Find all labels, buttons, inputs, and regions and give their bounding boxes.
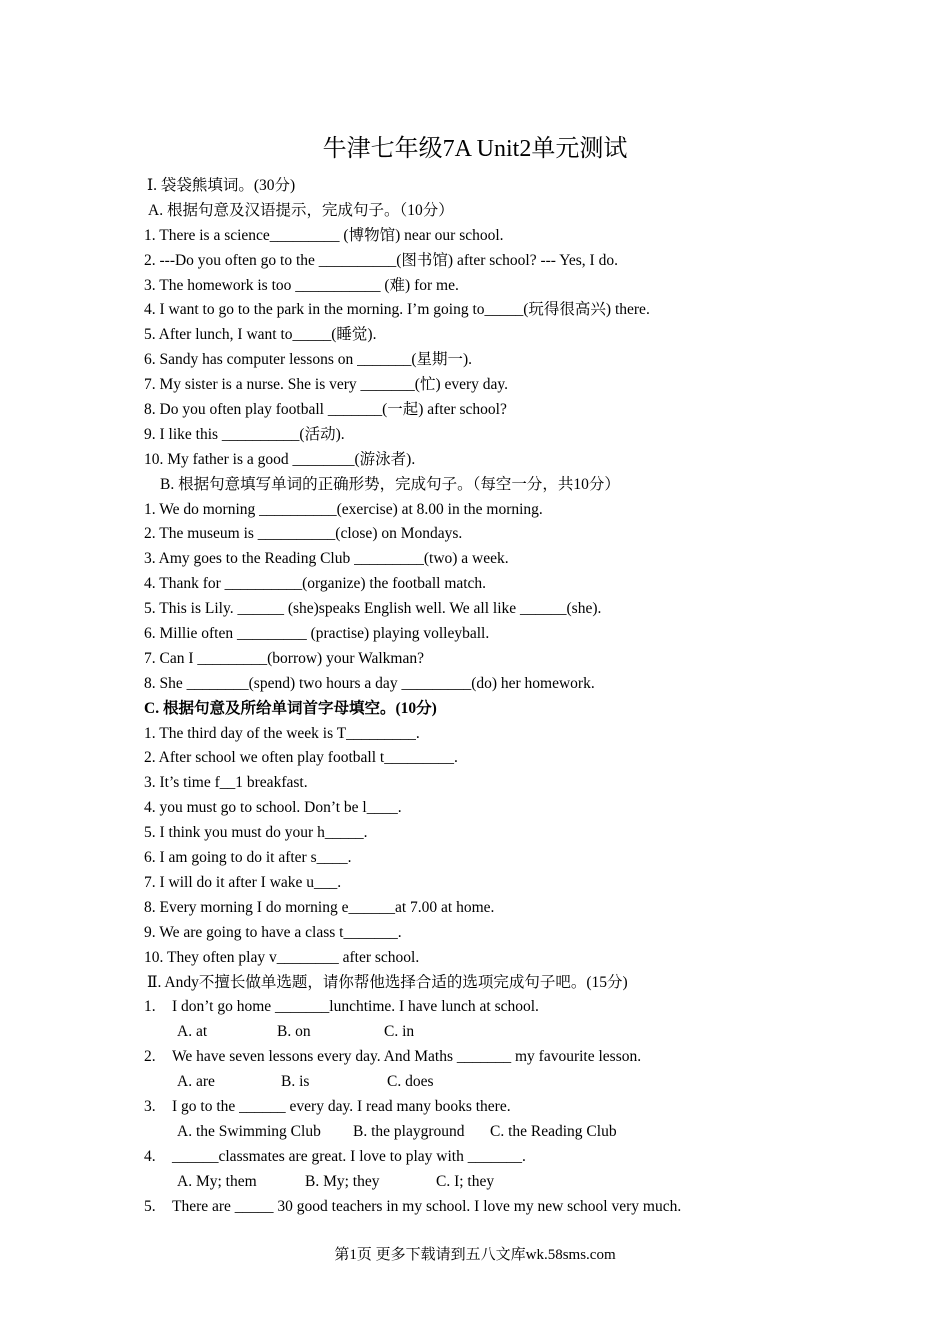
- part-b-item: 3. Amy goes to the Reading Club _________(two) a week.: [144, 550, 509, 568]
- part-a-item: 4. I want to go to the park in the morning. I’m going to_____(玩得很高兴) there.: [144, 301, 650, 319]
- section-1-heading: Ⅰ. 袋袋熊填词。(30分): [147, 177, 296, 194]
- part-c-heading: C. 根据句意及所给单词首字母填空。(10分): [144, 699, 437, 717]
- part-c-item: 8. Every morning I do morning e______at 7.00 at home.: [144, 898, 495, 916]
- part-a-item: 8. Do you often play football _______(一起) after school?: [144, 401, 507, 419]
- option-c: C. I; they: [436, 1172, 495, 1190]
- option-b: B. the playground: [353, 1122, 465, 1140]
- option-c: C. does: [387, 1073, 434, 1091]
- question-number: 2.: [144, 1048, 156, 1066]
- option-a: A. the Swimming Club: [177, 1122, 321, 1140]
- option-c: C. the Reading Club: [490, 1122, 617, 1140]
- question-text: I go to the ______ every day. I read many books there.: [172, 1097, 511, 1115]
- question-number: 5.: [144, 1197, 156, 1215]
- part-b-heading: B. 根据句意填写单词的正确形势，完成句子。（每空一分，共10分）: [160, 475, 620, 493]
- part-b-item: 8. She ________(spend) two hours a day _________(do) her homework.: [144, 674, 595, 692]
- option-b: B. is: [281, 1073, 310, 1091]
- part-a-item: 6. Sandy has computer lessons on _______(星期一).: [144, 351, 473, 369]
- options-row: [144, 1120, 844, 1145]
- document-title: 牛津七年级7A Unit2单元测试: [322, 136, 628, 162]
- question-text: I don’t go home _______lunchtime. I have lunch at school.: [172, 998, 539, 1016]
- option-b: B. on: [277, 1023, 311, 1041]
- options-row: [144, 1170, 844, 1195]
- option-a: A. are: [177, 1073, 215, 1091]
- question-text: We have seven lessons every day. And Maths _______ my favourite lesson.: [172, 1048, 642, 1066]
- part-b-list: [144, 498, 844, 697]
- part-c-item: 10. They often play v________ after school.: [144, 948, 420, 966]
- part-b-item: 7. Can I _________(borrow) your Walkman?: [144, 649, 424, 667]
- section-2-heading: Ⅱ. Andy不擅长做单选题，请你帮他选择合适的选项完成句子吧。(15分): [147, 973, 628, 991]
- part-a-item: 5. After lunch, I want to_____(睡觉).: [144, 326, 377, 344]
- part-a-item: 7. My sister is a nurse. She is very _______(忙) every day.: [144, 376, 509, 394]
- part-b-item: 2. The museum is __________(close) on Mondays.: [144, 525, 463, 543]
- options-row: [144, 1020, 844, 1045]
- part-c-item: 9. We are going to have a class t_______.: [144, 923, 402, 941]
- mcq-question: [144, 1195, 844, 1220]
- option-c: C. in: [384, 1023, 415, 1041]
- mcq-question: [144, 1095, 844, 1145]
- part-a-item: 10. My father is a good ________(游泳者).: [144, 450, 416, 468]
- part-c-list: [144, 722, 844, 971]
- part-c-item: 3. It’s time f__1 breakfast.: [144, 774, 308, 792]
- option-a: A. at: [177, 1023, 208, 1041]
- option-b: B. My; they: [305, 1172, 380, 1190]
- part-a-item: 3. The homework is too ___________ (难) for me.: [144, 276, 459, 294]
- mcq-question: [144, 1045, 844, 1095]
- question-text: There are _____ 30 good teachers in my school. I love my new school very much.: [172, 1197, 682, 1215]
- question-number: 1.: [144, 998, 156, 1016]
- document-body: [144, 174, 844, 1219]
- part-b-item: 6. Millie often _________ (practise) playing volleyball.: [144, 625, 490, 643]
- part-a-item: 1. There is a science_________ (博物馆) near our school.: [144, 226, 504, 244]
- part-c-item: 5. I think you must do your h_____.: [144, 824, 368, 842]
- part-b-item: 5. This is Lily. ______ (she)speaks English well. We all like ______(she).: [144, 600, 602, 618]
- part-a-item: 2. ---Do you often go to the __________(图书馆) after school? --- Yes, I do.: [144, 251, 618, 269]
- mcq-question: [144, 1145, 844, 1195]
- part-b-item: 4. Thank for __________(organize) the football match.: [144, 575, 487, 593]
- question-number: 3.: [144, 1097, 156, 1115]
- part-b-item: 1. We do morning __________(exercise) at 8.00 in the morning.: [144, 500, 543, 518]
- part-c-item: 4. you must go to school. Don’t be l____.: [144, 799, 402, 817]
- part-c-item: 7. I will do it after I wake u___.: [144, 873, 342, 891]
- options-row: [144, 1070, 844, 1095]
- question-text: ______classmates are great. I love to play with _______.: [172, 1147, 526, 1165]
- part-a-list: [144, 224, 844, 473]
- page-footer: 第1页 更多下载请到五八文库wk.58sms.com: [334, 1247, 616, 1263]
- option-a: A. My; them: [177, 1172, 257, 1190]
- part-c-item: 2. After school we often play football t_________.: [144, 749, 458, 767]
- question-number: 4.: [144, 1147, 156, 1165]
- mcq-question: [144, 995, 844, 1045]
- part-c-item: 6. I am going to do it after s____.: [144, 849, 352, 867]
- part-a-heading: A. 根据句意及汉语提示，完成句子。（10分）: [148, 201, 454, 219]
- part-a-item: 9. I like this __________(活动).: [144, 425, 345, 443]
- part-c-item: 1. The third day of the week is T_________.: [144, 724, 420, 742]
